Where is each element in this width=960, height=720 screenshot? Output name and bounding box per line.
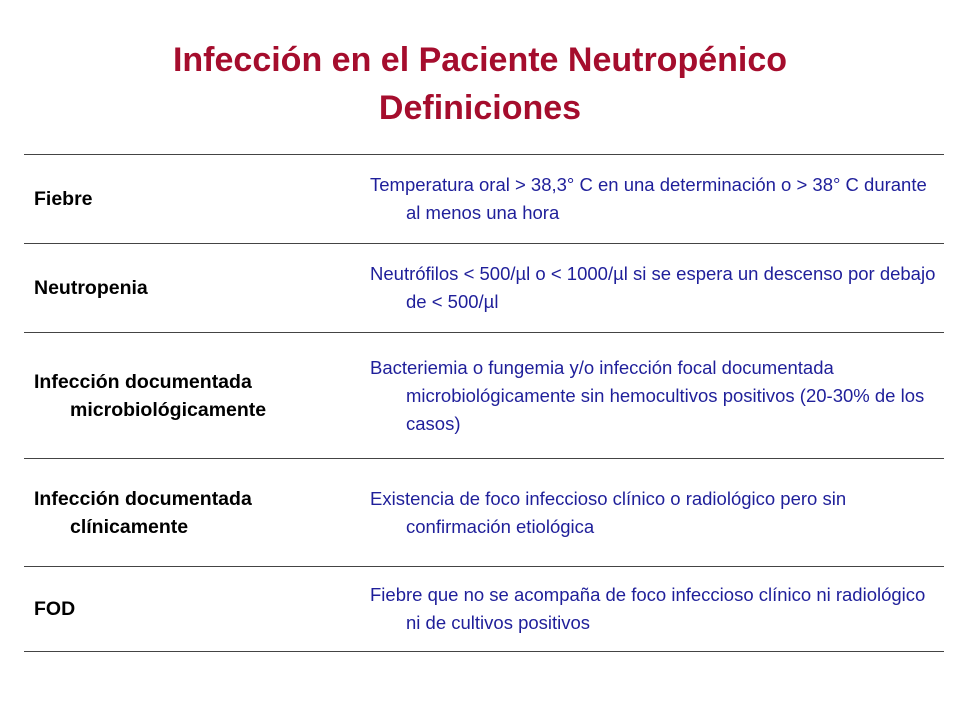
term-text: Fiebre	[34, 188, 93, 210]
definition-cell	[370, 567, 942, 651]
term-cell	[34, 567, 354, 651]
slide-title	[0, 36, 960, 132]
term-cell	[34, 459, 354, 566]
definition-text: Neutrófilos < 500/µl o < 1000/µl si se espera un descenso por debajo de < 500/µl	[370, 263, 936, 312]
definition-text: Bacteriemia o fungemia y/o infección focal documentada microbiológicamente sin hemocultivos positivos (20-30% de los casos)	[370, 356, 925, 434]
definition-text: Existencia de foco infeccioso clínico o radiológico pero sin confirmación etiológica	[370, 487, 847, 537]
term-cell	[34, 244, 354, 332]
term-text: Infección documentada microbiológicamente	[34, 370, 267, 421]
table-row-neutropenia	[24, 243, 944, 332]
term-text: Infección documentada clínicamente	[34, 487, 252, 538]
definition-text: Fiebre que no se acompaña de foco infeccioso clínico ni radiológico ni de cultivos positivos	[370, 584, 926, 633]
definition-text: Temperatura oral > 38,3° C en una determinación o > 38° C durante al menos una hora	[370, 174, 927, 223]
definition-cell	[370, 459, 942, 566]
definition-cell	[370, 333, 942, 458]
definition-cell	[370, 155, 942, 243]
table-row-fiebre	[24, 154, 944, 243]
term-cell	[34, 333, 354, 458]
term-cell	[34, 155, 354, 243]
term-text: FOD	[34, 598, 76, 620]
term-text: Neutropenia	[34, 277, 148, 299]
slide-title-line-1: Infección en el Paciente Neutropénico	[172, 41, 788, 79]
table-row-fod	[24, 566, 944, 652]
slide-title-line-2: Definiciones	[378, 89, 582, 127]
definitions-table	[24, 154, 944, 652]
table-row-infeccion-microbiologica	[24, 332, 944, 458]
table-row-infeccion-clinica	[24, 458, 944, 566]
definition-cell	[370, 244, 942, 332]
